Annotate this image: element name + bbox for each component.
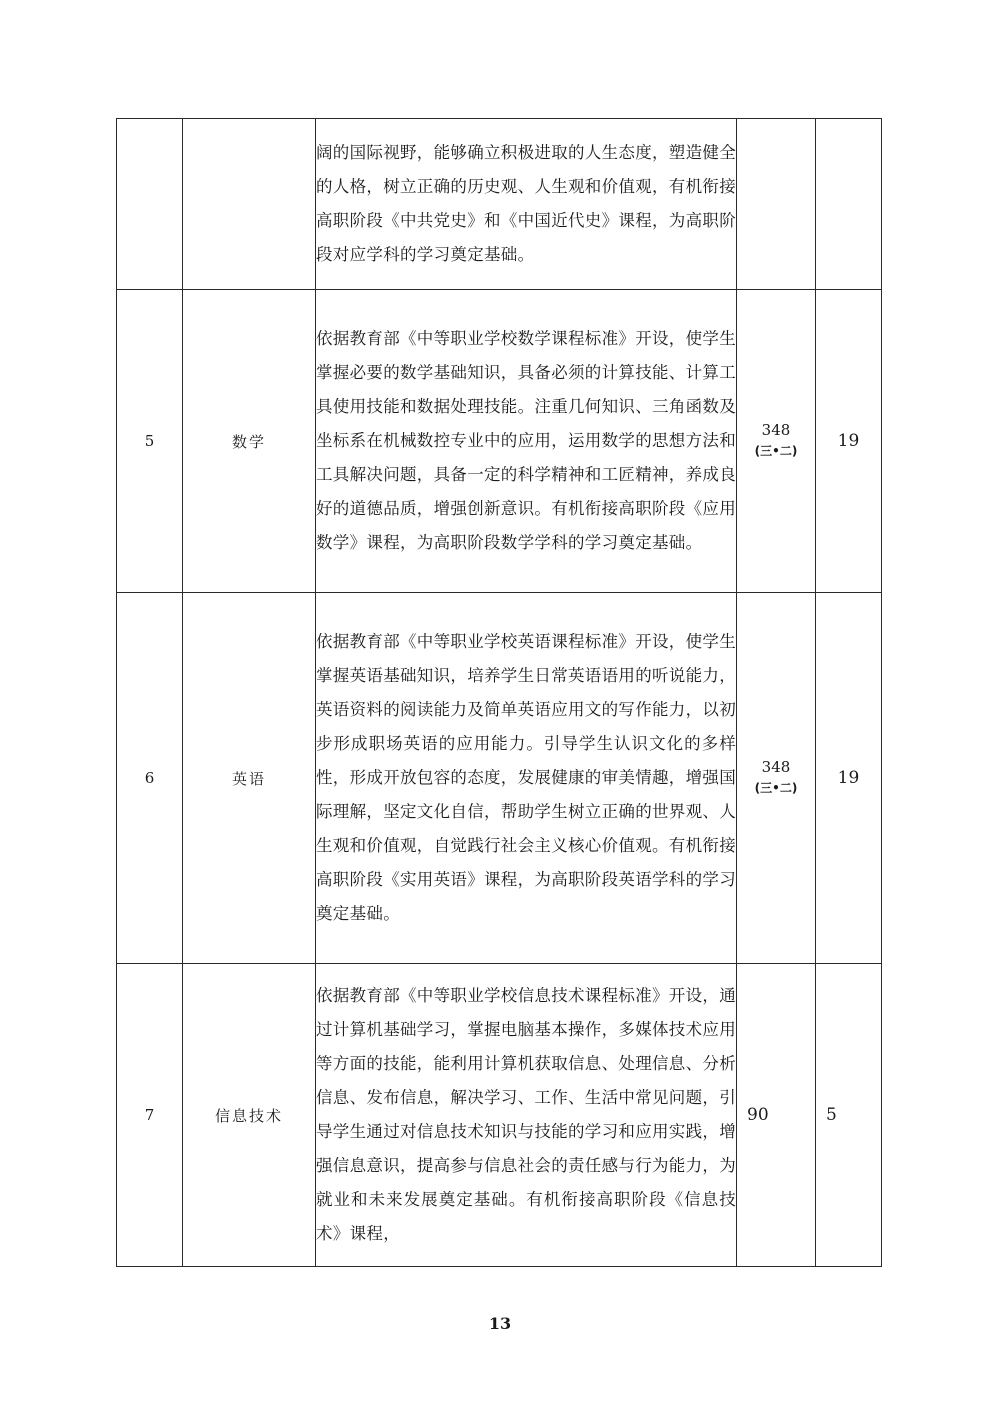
course-number	[117, 119, 183, 290]
course-number: 5	[117, 290, 183, 593]
table-row	[117, 593, 882, 964]
course-name: 数学	[183, 290, 316, 593]
course-description: 依据教育部《中等职业学校数学课程标准》开设，使学生掌握必要的数学基础知识，具备必须的计算技能、计算工具使用技能和数据处理技能。注重几何知识、三角函数及坐标系在机械数控专业中的应用，运用数学的思想方法和工具解决问题，具备一定的科学精神和工匠精神，养成良好的道德品质，增强创新意识。有机衔接高职阶段《应用数学》课程，为高职阶段数学学科的学习奠定基础。	[316, 290, 737, 593]
course-hours: 348	[761, 758, 791, 776]
course-hours: 90	[737, 964, 816, 1267]
course-description: 阔的国际视野，能够确立积极进取的人生态度，塑造健全的人格，树立正确的历史观、人生观和价值观，有机衔接高职阶段《中共党史》和《中国近代史》课程，为高职阶段对应学科的学习奠定基础。	[316, 119, 737, 290]
table-row	[117, 964, 882, 1267]
course-credits: 5	[816, 964, 882, 1267]
course-table	[116, 118, 882, 1267]
course-number: 7	[117, 964, 183, 1267]
course-name: 英语	[183, 593, 316, 964]
course-credits	[816, 119, 882, 290]
table-row	[117, 290, 882, 593]
table-row	[117, 119, 882, 290]
page-number: 13	[488, 1314, 512, 1333]
course-hours-cell	[737, 593, 816, 964]
course-description: 依据教育部《中等职业学校英语课程标准》开设，使学生掌握英语基础知识，培养学生日常英语语用的听说能力，英语资料的阅读能力及简单英语应用文的写作能力，以初步形成职场英语的应用能力。引导学生认识文化的多样性，形成开放包容的态度，发展健康的审美情趣，增强国际理解，坚定文化自信，帮助学生树立正确的世界观、人生观和价值观，自觉践行社会主义核心价值观。有机衔接高职阶段《实用英语》课程，为高职阶段英语学科的学习奠定基础。	[316, 593, 737, 964]
course-name	[183, 119, 316, 290]
course-hours-note: (三•二)	[754, 444, 798, 458]
course-hours-cell	[737, 119, 816, 290]
course-number: 6	[117, 593, 183, 964]
course-hours-cell	[737, 290, 816, 593]
course-name: 信息技术	[183, 964, 316, 1267]
course-credits: 19	[816, 290, 882, 593]
course-credits: 19	[816, 593, 882, 964]
course-description: 依据教育部《中等职业学校信息技术课程标准》开设，通过计算机基础学习，掌握电脑基本操作，多媒体技术应用等方面的技能，能利用计算机获取信息、处理信息、分析信息、发布信息，解决学习、工作、生活中常见问题，引导学生通过对信息技术知识与技能的学习和应用实践，增强信息意识，提高参与信息社会的责任感与行为能力，为就业和未来发展奠定基础。有机衔接高职阶段《信息技术》课程，	[316, 964, 737, 1267]
course-hours-note: (三•二)	[754, 781, 798, 795]
course-hours: 348	[761, 421, 791, 439]
